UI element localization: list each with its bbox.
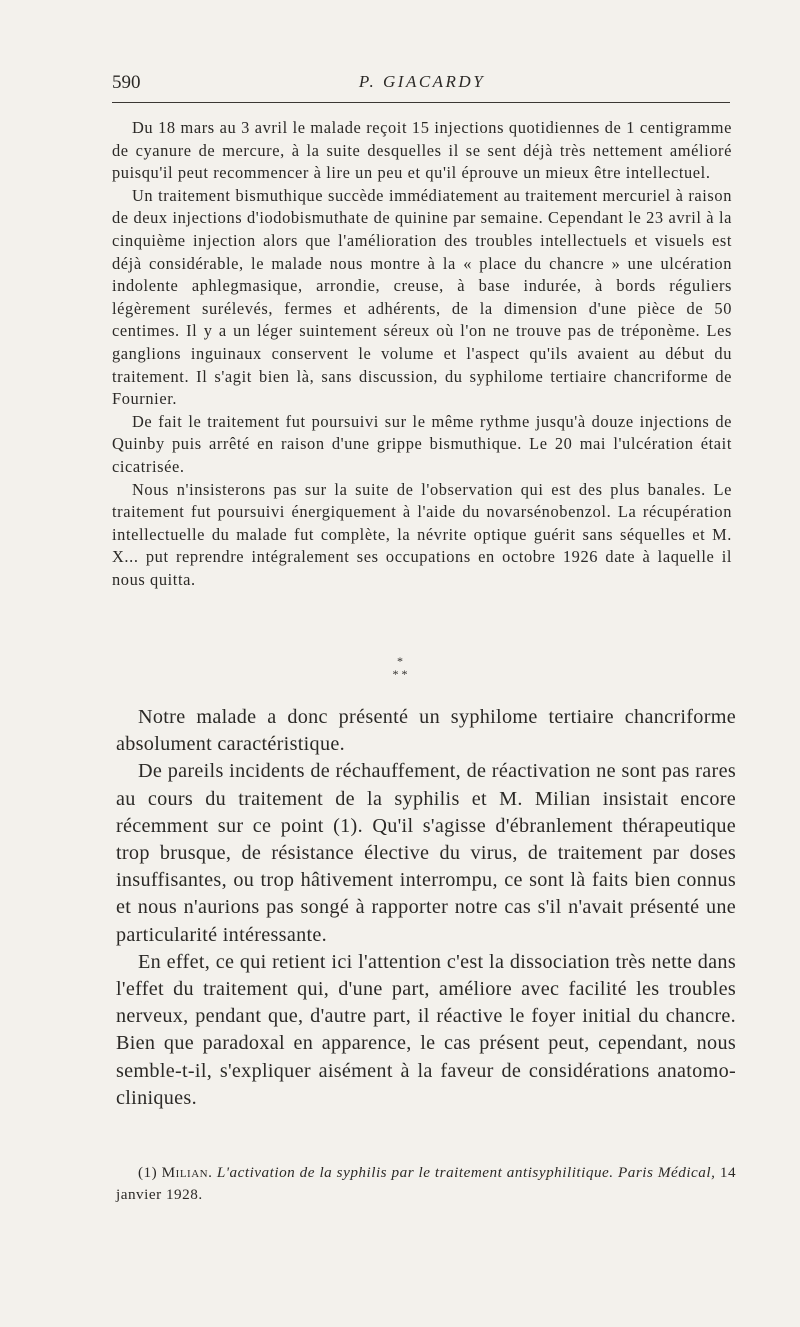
page-number: 590: [112, 72, 141, 93]
paragraph: De pareils incidents de réchauffement, de réactivation ne sont pas rares au cours du traitement de la syphilis et M. Milian insistait encore récemment sur ce point (1). Qu'il s'agisse d'ébranlement thérapeutique trop brusque, de résistance élective du virus, de traitement par doses insuffisantes, ou trop hâtivement interrompu, ce sont là faits bien connus et nous n'aurions pas songé à rapporter notre cas s'il n'avait présenté une particularité intéressante.: [116, 760, 736, 946]
footnote-author: Milian.: [161, 1164, 213, 1181]
asterism-separator: [0, 655, 800, 681]
footnote: [116, 1162, 736, 1206]
asterism-bottom: * *: [392, 667, 408, 681]
discussion-text: [116, 704, 736, 1112]
footnote-marker: (1): [138, 1164, 158, 1181]
paragraph: Notre malade a donc présenté un syphilome tertiaire chancriforme absolument caractéristique.: [116, 706, 736, 756]
footnote-journal: Paris Médical,: [618, 1164, 716, 1181]
asterism-top: *: [397, 654, 403, 668]
page-header: [112, 72, 732, 98]
running-head: P. GIACARDY: [358, 72, 486, 91]
footnote-text: [116, 1162, 736, 1206]
paragraph: Un traitement bismuthique succède immédiatement au traitement mercuriel à raison de deux injections d'iodobismuthate de quinine par semaine. Cependant le 23 avril à la cinquième injection alors que l'amélioration des troubles intellectuels et visuels est déjà considérable, le malade nous montre à la « place du chancre » une ulcération indolente aphlegmasique, arrondie, creuse, à base indurée, à bords réguliers légèrement surélevés, fermes et adhérents, de la dimension d'une pièce de 50 centimes. Il y a un léger suintement séreux où l'on ne trouve pas de tréponème. Les ganglions inguinaux conservent le volume et l'aspect qu'ils avaient au début du traitement. Il s'agit bien là, sans discussion, du syphilome tertiaire chancriforme de Fournier.: [112, 185, 732, 409]
paragraph: En effet, ce qui retient ici l'attention c'est la dissociation très nette dans l'effet du traitement qui, d'une part, améliore avec facilité les troubles nerveux, pendant que, d'autre part, il réactive le foyer initial du chancre. Bien que paradoxal en apparence, le cas présent peut, cependant, nous semble-t-il, s'expliquer aisément à la faveur de considérations anatomo-cliniques.: [116, 950, 736, 1109]
paragraph: Nous n'insisterons pas sur la suite de l'observation qui est des plus banales. Le traitement fut poursuivi énergiquement à l'aide du novarsénobenzol. La récupération intellectuelle du malade fut complète, la névrite optique guérit sans séquelles et M. X... put reprendre intégralement ses occupations en octobre 1926 date à laquelle il nous quitta.: [112, 479, 732, 589]
paragraph: Du 18 mars au 3 avril le malade reçoit 15 injections quotidiennes de 1 centigramme de cyanure de mercure, à la suite desquelles il se sent déjà très nettement amélioré puisqu'il peut recommencer à lire un peu et qu'il éprouve un mieux être intellectuel.: [112, 118, 732, 183]
footnote-date: 14 janvier 1928.: [116, 1164, 737, 1203]
header-rule: [112, 102, 730, 103]
observation-text: [112, 117, 732, 591]
paragraph: De fait le traitement fut poursuivi sur le même rythme jusqu'à douze injections de Quinby puis arrêté en raison d'une grippe bismuthique. Le 20 mai l'ulcération était cicatrisée.: [112, 411, 732, 476]
footnote-title: L'activation de la syphilis par le traitement antisyphilitique.: [216, 1164, 614, 1181]
